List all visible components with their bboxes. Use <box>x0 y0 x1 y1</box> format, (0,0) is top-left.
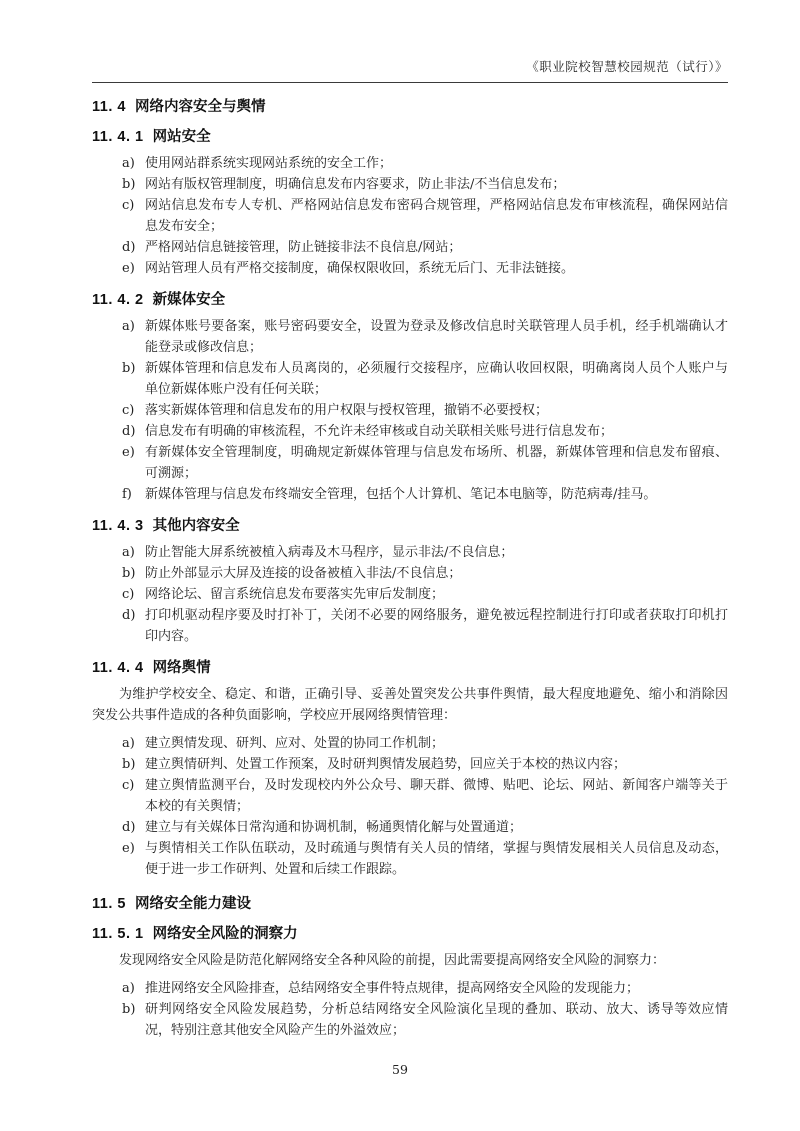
list-item <box>92 584 728 605</box>
item-text: 新媒体管理和信息发布人员离岗的，必须履行交接程序，应确认收回权限，明确离岗人员个人账户与单位新媒体账户没有任何关联； <box>145 361 728 397</box>
item-label: c) <box>122 587 135 602</box>
list-item <box>92 442 728 484</box>
item-label: a) <box>122 981 135 996</box>
document-body <box>92 98 728 1041</box>
item-label: e) <box>122 841 135 856</box>
item-label: b) <box>122 1002 136 1017</box>
item-text: 建立与有关媒体日常沟通和协调机制，畅通舆情化解与处置通道； <box>145 820 523 835</box>
list-item <box>92 258 728 279</box>
item-text: 网络论坛、留言系统信息发布要落实先审后发制度； <box>145 587 445 602</box>
list-item <box>92 153 728 174</box>
intro-paragraph: 为维护学校安全、稳定、和谐，正确引导、妥善处置突发公共事件舆情，最大程度地避免、缩小和消除因突发公共事件造成的各种负面影响，学校应开展网络舆情管理： <box>92 687 728 723</box>
item-text: 网站有版权管理制度，明确信息发布内容要求，防止非法/不当信息发布； <box>145 177 566 192</box>
list-item <box>92 754 728 775</box>
item-list <box>92 733 728 880</box>
item-text: 建立舆情监测平台，及时发现校内外公众号、聊天群、微博、贴吧、论坛、网站、新闻客户端等关于本校的有关舆情； <box>145 778 728 814</box>
subsection-heading <box>92 517 728 535</box>
heading-number: 11. 4. 1 <box>92 129 144 145</box>
item-label: b) <box>122 757 136 772</box>
page-footer <box>0 1062 800 1077</box>
item-text: 落实新媒体管理和信息发布的用户权限与授权管理，撤销不必要授权； <box>145 403 549 418</box>
heading-title: 网站安全 <box>152 129 211 145</box>
item-label: a) <box>122 156 135 171</box>
item-label: c) <box>122 198 135 213</box>
item-label: c) <box>122 403 135 418</box>
heading-number: 11. 5. 1 <box>92 926 144 942</box>
subsection-heading <box>92 128 728 146</box>
heading-title: 其他内容安全 <box>152 518 240 534</box>
item-label: b) <box>122 361 136 376</box>
item-label: d) <box>122 424 136 439</box>
heading-title: 网络安全能力建设 <box>134 896 251 912</box>
item-text: 新媒体账号要备案，账号密码要安全，设置为登录及修改信息时关联管理人员手机，经手机端确认才能登录或修改信息； <box>145 319 728 355</box>
page-header-title: 《职业院校智慧校园规范（试行）》 <box>526 59 728 74</box>
list-item <box>92 358 728 400</box>
item-text: 网站管理人员有严格交接制度，确保权限收回，系统无后门、无非法链接。 <box>145 261 575 276</box>
item-label: b) <box>122 177 136 192</box>
item-text: 推进网络安全风险排查，总结网络安全事件特点规律，提高网络安全风险的发现能力； <box>145 981 640 996</box>
item-text: 防止智能大屏系统被植入病毒及木马程序，显示非法/不良信息； <box>145 545 514 560</box>
item-text: 使用网站群系统实现网站系统的安全工作； <box>145 156 393 171</box>
item-text: 防止外部显示大屏及连接的设备被植入非法/不良信息； <box>145 566 462 581</box>
subsection-heading <box>92 925 728 943</box>
item-text: 网站信息发布专人专机、严格网站信息发布密码合规管理，严格网站信息发布审核流程，确保网站信息发布安全； <box>145 198 728 234</box>
subsection-heading <box>92 659 728 677</box>
list-item <box>92 817 728 838</box>
item-text: 与舆情相关工作队伍联动，及时疏通与舆情有关人员的情绪，掌握与舆情发展相关人员信息及动态，便于进一步工作研判、处置和后续工作跟踪。 <box>145 841 728 877</box>
list-item <box>92 978 728 999</box>
page-number: 59 <box>392 1062 408 1077</box>
list-item <box>92 605 728 647</box>
item-text: 有新媒体安全管理制度，明确规定新媒体管理与信息发布场所、机器，新媒体管理和信息发布留痕、可溯源； <box>145 445 728 481</box>
item-label: b) <box>122 566 136 581</box>
item-label: d) <box>122 240 136 255</box>
item-label: a) <box>122 319 135 334</box>
list-item <box>92 542 728 563</box>
item-text: 信息发布有明确的审核流程，不允许未经审核或自动关联相关账号进行信息发布； <box>145 424 614 439</box>
section-heading <box>92 895 728 913</box>
item-text: 新媒体管理与信息发布终端安全管理，包括个人计算机、笔记本电脑等，防范病毒/挂马。 <box>145 487 657 502</box>
item-label: d) <box>122 820 136 835</box>
list-item <box>92 400 728 421</box>
list-item <box>92 999 728 1041</box>
item-label: d) <box>122 608 136 623</box>
item-text: 打印机驱动程序要及时打补丁，关闭不必要的网络服务，避免被远程控制进行打印或者获取打印机打印内容。 <box>145 608 728 644</box>
heading-title: 新媒体安全 <box>152 292 226 308</box>
page-header <box>92 58 728 83</box>
list-item <box>92 838 728 880</box>
list-item <box>92 174 728 195</box>
heading-title: 网络安全风险的洞察力 <box>152 926 298 942</box>
item-text: 严格网站信息链接管理，防止链接非法不良信息/网站； <box>145 240 462 255</box>
list-item <box>92 563 728 584</box>
item-label: a) <box>122 545 135 560</box>
heading-number: 11. 4 <box>92 99 126 115</box>
list-item <box>92 195 728 237</box>
item-list <box>92 316 728 505</box>
item-label: e) <box>122 261 135 276</box>
heading-number: 11. 4. 4 <box>92 660 144 676</box>
list-item <box>92 733 728 754</box>
item-text: 研判网络安全风险发展趋势，分析总结网络安全风险演化呈现的叠加、联动、放大、诱导等效应情况，特别注意其他安全风险产生的外溢效应； <box>145 1002 728 1038</box>
list-item <box>92 775 728 817</box>
subsection-heading <box>92 291 728 309</box>
list-item <box>92 316 728 358</box>
item-label: e) <box>122 445 135 460</box>
item-label: c) <box>122 778 135 793</box>
heading-title: 网络舆情 <box>152 660 211 676</box>
heading-number: 11. 4. 3 <box>92 518 144 534</box>
item-label: f) <box>122 487 132 502</box>
intro-paragraph: 发现网络安全风险是防范化解网络安全各种风险的前提，因此需要提高网络安全风险的洞察力： <box>119 953 666 968</box>
item-list <box>92 542 728 647</box>
heading-number: 11. 4. 2 <box>92 292 144 308</box>
section-heading <box>92 98 728 116</box>
heading-number: 11. 5 <box>92 896 126 912</box>
heading-title: 网络内容安全与舆情 <box>134 99 266 115</box>
item-list <box>92 978 728 1041</box>
item-label: a) <box>122 736 135 751</box>
item-text: 建立舆情研判、处置工作预案，及时研判舆情发展趋势，回应关于本校的热议内容； <box>145 757 627 772</box>
list-item <box>92 484 728 505</box>
item-text: 建立舆情发现、研判、应对、处置的协同工作机制； <box>145 736 445 751</box>
item-list <box>92 153 728 279</box>
list-item <box>92 421 728 442</box>
list-item <box>92 237 728 258</box>
